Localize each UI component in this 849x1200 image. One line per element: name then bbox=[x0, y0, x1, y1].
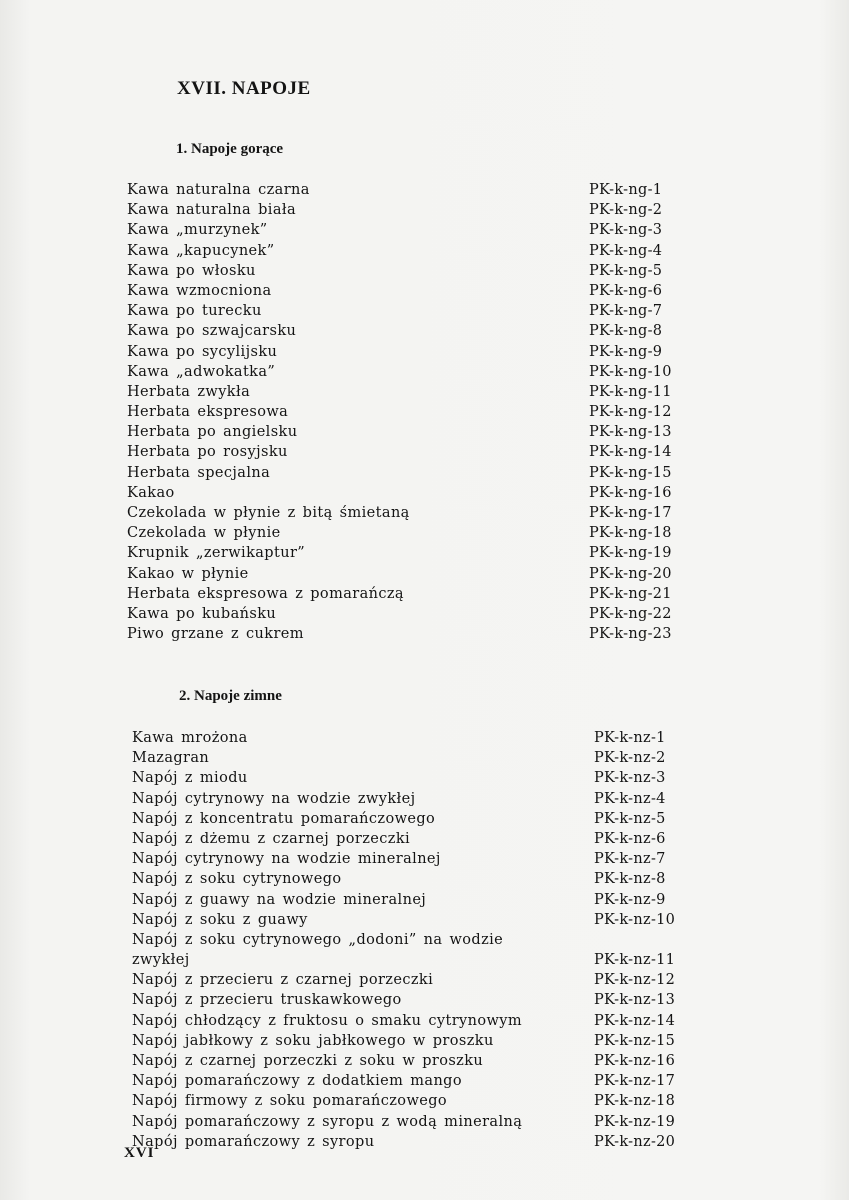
recipe-code: PK-k-nz-8 bbox=[594, 871, 666, 888]
drink-name: Piwo grzane z cukrem bbox=[127, 626, 304, 643]
recipe-code: PK-k-ng-7 bbox=[589, 303, 663, 320]
list-item bbox=[132, 829, 692, 849]
hot-drinks-list bbox=[127, 180, 687, 644]
recipe-code: PK-k-ng-17 bbox=[589, 505, 672, 521]
list-item bbox=[127, 261, 687, 281]
list-item bbox=[132, 1031, 692, 1051]
recipe-code: PK-k-ng-22 bbox=[589, 605, 672, 622]
drink-name: Kawa po kubańsku bbox=[127, 605, 277, 622]
drink-name: Kawa naturalna czarna bbox=[127, 182, 310, 198]
drink-name: Herbata po angielsku bbox=[127, 424, 298, 441]
recipe-code: PK-k-ng-4 bbox=[589, 242, 663, 259]
list-item bbox=[132, 910, 692, 930]
recipe-code: PK-k-ng-15 bbox=[589, 464, 672, 481]
list-item bbox=[132, 1091, 692, 1111]
drink-name: Napój z dżemu z czarnej porzeczki bbox=[132, 830, 411, 847]
list-item bbox=[132, 748, 692, 768]
drink-name: Napój z przecieru truskawkowego bbox=[132, 992, 402, 1009]
list-item bbox=[132, 869, 692, 889]
recipe-code: PK-k-nz-15 bbox=[594, 1032, 676, 1049]
recipe-code: PK-k-nz-20 bbox=[594, 1133, 676, 1150]
recipe-code: PK-k-nz-11 bbox=[594, 952, 676, 969]
recipe-code: PK-k-nz-16 bbox=[594, 1053, 676, 1070]
list-item bbox=[127, 362, 687, 382]
drink-name: Herbata ekspresowa bbox=[127, 404, 289, 421]
list-item bbox=[132, 809, 692, 829]
drink-name: Napój jabłkowy z soku jabłkowego w proszku bbox=[132, 1032, 494, 1049]
list-item bbox=[127, 180, 687, 200]
recipe-code: PK-k-ng-11 bbox=[589, 383, 672, 400]
drink-name: Napój pomarańczowy z syropu z wodą mineralną bbox=[132, 1113, 523, 1130]
drink-name: Herbata zwykła bbox=[127, 383, 251, 400]
list-item bbox=[132, 849, 692, 869]
drink-name: Kawa po szwajcarsku bbox=[127, 323, 297, 340]
recipe-code: PK-k-nz-13 bbox=[594, 992, 676, 1009]
drink-name: Napój cytrynowy na wodzie zwykłej bbox=[132, 790, 416, 807]
list-item bbox=[127, 281, 687, 301]
list-item bbox=[132, 1011, 692, 1031]
drink-name: Napój firmowy z soku pomarańczowego bbox=[132, 1093, 448, 1110]
recipe-code: PK-k-nz-12 bbox=[594, 972, 676, 989]
drink-name: Kawa po turecku bbox=[127, 303, 262, 320]
drink-name: Napój chłodzący z fruktosu o smaku cytrynowym bbox=[132, 1012, 523, 1029]
list-item bbox=[132, 990, 692, 1010]
recipe-code: PK-k-nz-7 bbox=[594, 851, 666, 868]
list-item bbox=[127, 321, 687, 341]
recipe-code: PK-k-ng-9 bbox=[589, 343, 663, 360]
list-item bbox=[127, 422, 687, 442]
drink-name: Kakao bbox=[127, 484, 175, 501]
list-item bbox=[127, 442, 687, 462]
list-item bbox=[127, 200, 687, 220]
recipe-code: PK-k-nz-9 bbox=[594, 891, 666, 908]
drink-name: Kawa wzmocniona bbox=[127, 282, 272, 299]
recipe-code: PK-k-ng-6 bbox=[589, 282, 663, 299]
list-item bbox=[132, 789, 692, 809]
recipe-code: PK-k-ng-5 bbox=[589, 262, 663, 279]
drink-name: Kawa po sycylijsku bbox=[127, 343, 278, 360]
drink-name: Napój z soku cytrynowego bbox=[132, 871, 342, 888]
drink-name: Kawa po włosku bbox=[127, 262, 256, 279]
recipe-code: PK-k-ng-2 bbox=[589, 202, 663, 219]
list-item bbox=[132, 768, 692, 788]
recipe-code: PK-k-nz-2 bbox=[594, 750, 666, 767]
drink-name: Napój z przecieru z czarnej porzeczki bbox=[132, 972, 434, 989]
list-item bbox=[132, 930, 692, 970]
drink-name: Czekolada w płynie z bitą śmietaną bbox=[127, 505, 410, 521]
drink-name: Herbata ekspresowa z pomarańczą bbox=[127, 585, 404, 602]
recipe-code: PK-k-nz-10 bbox=[594, 911, 676, 928]
recipe-code: PK-k-nz-3 bbox=[594, 770, 666, 787]
list-item bbox=[132, 728, 692, 748]
drink-name: Herbata po rosyjsku bbox=[127, 444, 288, 461]
recipe-code: PK-k-nz-18 bbox=[594, 1093, 676, 1110]
drink-name: Kawa „kapucynek” bbox=[127, 242, 275, 259]
drink-name: Herbata specjalna bbox=[127, 464, 271, 481]
recipe-code: PK-k-ng-8 bbox=[589, 323, 663, 340]
drink-name: Napój pomarańczowy z dodatkiem mango bbox=[132, 1073, 462, 1090]
chapter-title: XVII. NAPOJE bbox=[177, 78, 311, 99]
drink-name: Napój z soku cytrynowego „dodoni” na wodzie zwykłej bbox=[132, 931, 504, 969]
recipe-code: PK-k-ng-21 bbox=[589, 585, 672, 602]
drink-name: Kakao w płynie bbox=[127, 565, 249, 582]
drink-name: Napój z koncentratu pomarańczowego bbox=[132, 810, 436, 827]
recipe-code: PK-k-ng-12 bbox=[589, 404, 672, 421]
recipe-code: PK-k-ng-19 bbox=[589, 545, 672, 562]
list-item bbox=[132, 1112, 692, 1132]
section-title-cold-drinks: 2. Napoje zimne bbox=[179, 688, 282, 704]
recipe-code: PK-k-nz-6 bbox=[594, 830, 666, 847]
recipe-code: PK-k-nz-4 bbox=[594, 790, 666, 807]
list-item bbox=[127, 503, 687, 523]
recipe-code: PK-k-ng-1 bbox=[589, 182, 663, 198]
list-item bbox=[127, 523, 687, 543]
recipe-code: PK-k-ng-20 bbox=[589, 565, 672, 582]
list-item bbox=[127, 241, 687, 261]
drink-name: Czekolada w płynie bbox=[127, 525, 281, 542]
drink-name: Napój z czarnej porzeczki z soku w proszku bbox=[132, 1053, 484, 1070]
recipe-code: PK-k-ng-16 bbox=[589, 484, 672, 501]
drink-name: Krupnik „zerwikaptur” bbox=[127, 545, 306, 562]
list-item bbox=[127, 564, 687, 584]
section-title-hot-drinks: 1. Napoje gorące bbox=[176, 141, 284, 157]
list-item bbox=[127, 483, 687, 503]
drink-name: Kawa naturalna biała bbox=[127, 202, 297, 219]
list-item bbox=[127, 220, 687, 240]
drink-name: Napój pomarańczowy z syropu bbox=[132, 1133, 375, 1150]
recipe-code: PK-k-nz-5 bbox=[594, 810, 666, 827]
drink-name: Kawa mrożona bbox=[132, 730, 248, 746]
page-number: XVI bbox=[124, 1145, 155, 1161]
drink-name: Napój z guawy na wodzie mineralnej bbox=[132, 891, 427, 908]
recipe-code: PK-k-ng-14 bbox=[589, 444, 672, 461]
recipe-code: PK-k-ng-3 bbox=[589, 222, 663, 239]
drink-name: Napój z soku z guawy bbox=[132, 911, 308, 928]
list-item bbox=[132, 1051, 692, 1071]
list-item bbox=[132, 1071, 692, 1091]
list-item bbox=[127, 382, 687, 402]
drink-name: Napój cytrynowy na wodzie mineralnej bbox=[132, 851, 441, 868]
list-item bbox=[127, 402, 687, 422]
recipe-code: PK-k-ng-13 bbox=[589, 424, 672, 441]
list-item bbox=[127, 624, 687, 644]
list-item bbox=[132, 1132, 692, 1152]
list-item bbox=[132, 970, 692, 990]
list-item bbox=[127, 584, 687, 604]
drink-name: Kawa „adwokatka” bbox=[127, 363, 276, 380]
list-item bbox=[127, 301, 687, 321]
drink-name: Mazagran bbox=[132, 750, 210, 767]
list-item bbox=[127, 342, 687, 362]
list-item bbox=[127, 463, 687, 483]
recipe-code: PK-k-nz-17 bbox=[594, 1073, 676, 1090]
drink-name: Napój z miodu bbox=[132, 770, 248, 787]
drink-name: Kawa „murzynek” bbox=[127, 222, 268, 239]
recipe-code: PK-k-ng-10 bbox=[589, 363, 672, 380]
recipe-code: PK-k-nz-14 bbox=[594, 1012, 676, 1029]
cold-drinks-list bbox=[132, 728, 692, 1152]
list-item bbox=[132, 890, 692, 910]
recipe-code: PK-k-ng-18 bbox=[589, 525, 672, 542]
list-item bbox=[127, 543, 687, 563]
list-item bbox=[127, 604, 687, 624]
recipe-code: PK-k-nz-1 bbox=[594, 730, 666, 746]
recipe-code: PK-k-nz-19 bbox=[594, 1113, 676, 1130]
recipe-code: PK-k-ng-23 bbox=[589, 626, 672, 643]
